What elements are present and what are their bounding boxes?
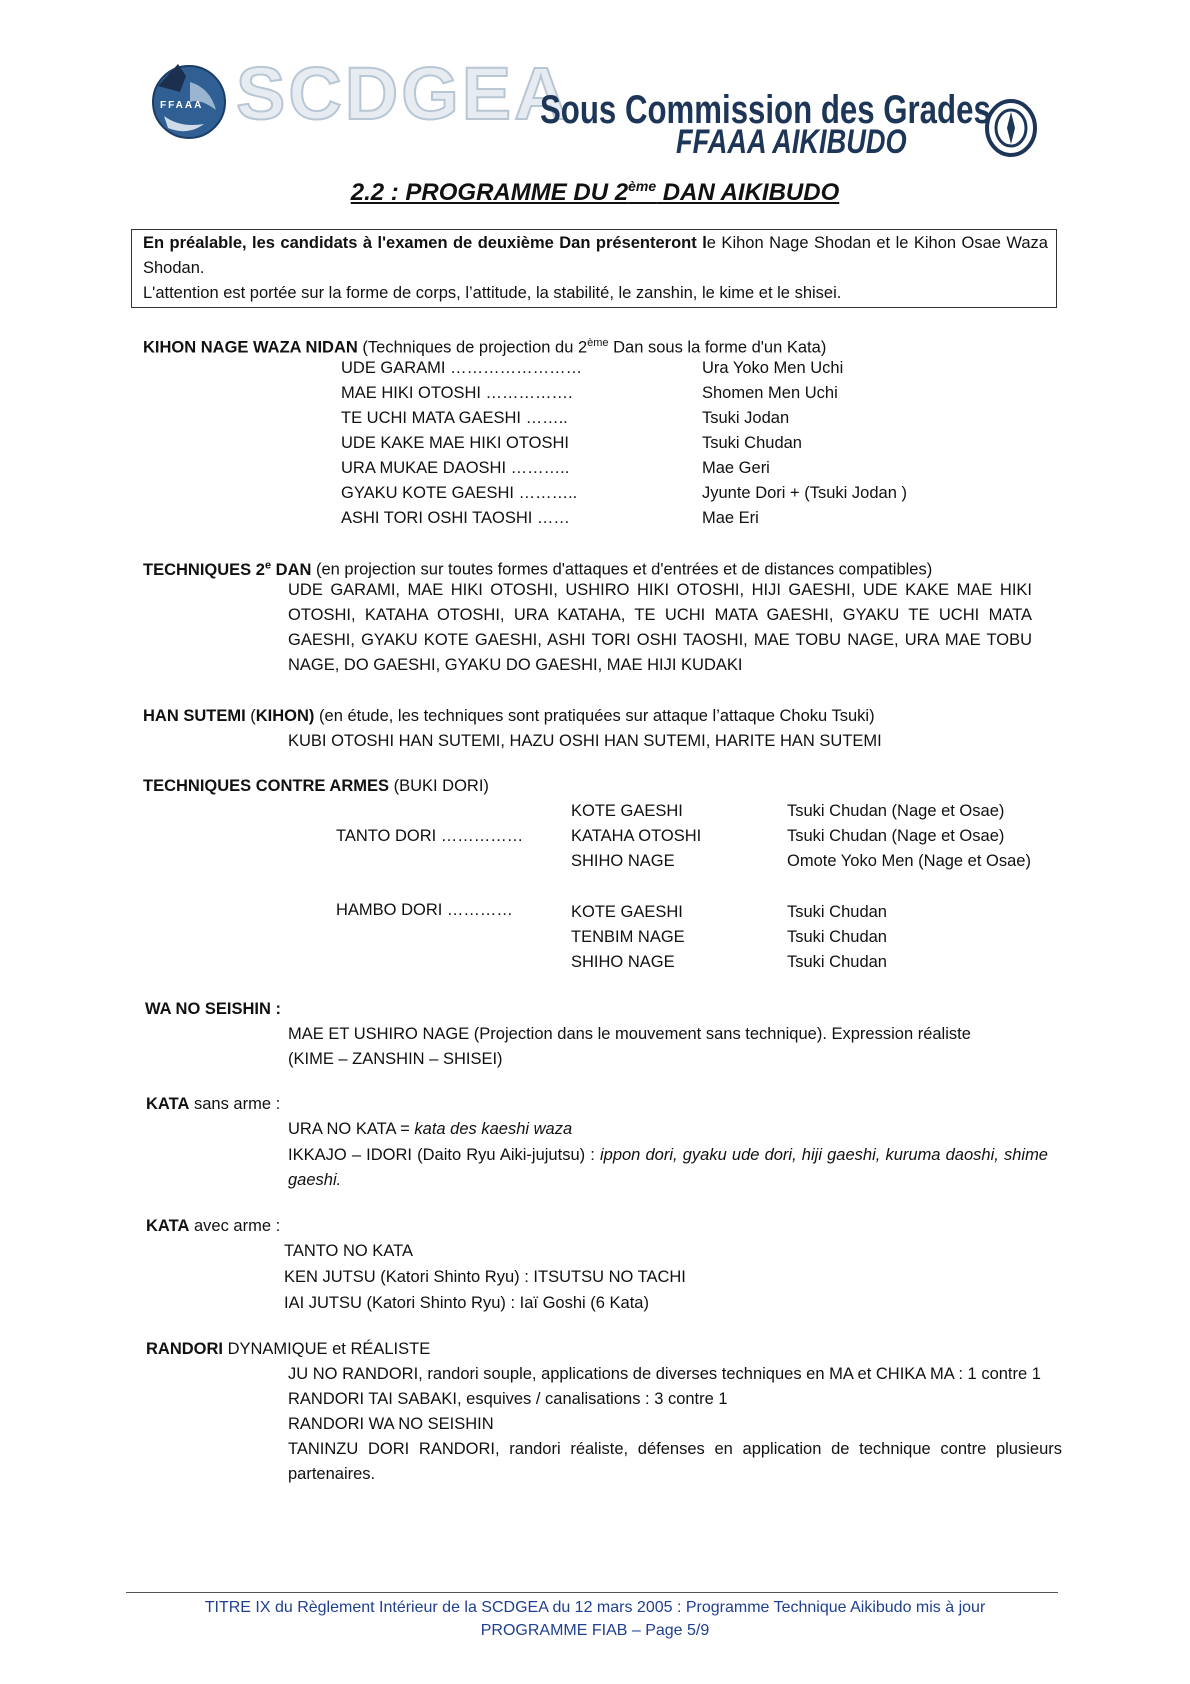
techniques-list: UDE GARAMI, MAE HIKI OTOSHI, USHIRO HIKI OTOSHI, HIJI GAESHI, UDE KAKE MAE HIKI OTOSHI, KATAHA OTOSHI, URA KATAHA, TE UCHI MATA GAESHI, GYAKU TE UCHI MATA GAESHI, GYAKU KOTE GAESHI, ASHI TORI OSHI TAOSHI, MAE TOBU NAGE, URA MAE TOBU NAGE, DO GAESHI, GYAKU DO GAESHI, MAE HIJI KUDAKI [288,581,1032,674]
kihon-attack: Mae Geri [702,459,770,477]
randori-heading: RANDORI DYNAMIQUE et RÉALISTE [146,1340,431,1358]
kihon-attack: Jyunte Dori + (Tsuki Jodan ) [702,484,907,502]
randori-body [288,1362,1062,1487]
footer-page: PROGRAMME FIAB – Page 5/9 [480,1622,710,1639]
wanoseishin-body-2: (KIME – ZANSHIN – SHISEI) [288,1050,503,1068]
randori-item: RANDORI TAI SABAKI, esquives / canalisations : 3 contre 1 [288,1390,728,1408]
randori-item: RANDORI WA NO SEISHIN [288,1415,494,1433]
kata-avec-heading: KATA avec arme : [146,1217,281,1235]
randori-item: TANINZU DORI RANDORI, randori réaliste, défenses en application de technique contre plusieurs partenaires. [288,1440,1062,1483]
kihon-tech: MAE HIKI OTOSHI ……………. [341,384,573,402]
kihon-attack: Ura Yoko Men Uchi [702,359,844,377]
kihon-tech: ASHI TORI OSHI TAOSHI …… [341,509,570,527]
armes-attack: Tsuki Chudan [787,903,887,921]
kata-avec-line: IAI JUTSU (Katori Shinto Ryu) : Iaï Goshi (6 Kata) [284,1294,649,1312]
kihon-attack: Tsuki Jodan [702,409,790,427]
armes-tech: SHIHO NAGE [571,953,675,971]
intro-text: En préalable, les candidats à l'examen de deuxième Dan présenteront le Kihon Nage Shodan et le Kihon Osae Waza Shodan. L'attention est portée sur la forme de corps, l’attitude, la stabilité, le zanshin, le kime et le shisei. [143,234,1048,302]
armes-tech: TENBIM NAGE [571,928,685,946]
page-title: 2.2 : PROGRAMME DU 2ème DAN AIKIBUDO [350,178,840,206]
armes-tech: KOTE GAESHI [571,903,683,921]
armes-attack: Tsuki Chudan [787,928,887,946]
armes-attack: Tsuki Chudan (Nage et Osae) [787,802,1005,820]
kata-sans-line: URA NO KATA = kata des kaeshi waza [288,1120,573,1138]
kihon-attack: Mae Eri [702,509,759,527]
ffaaa-logo [150,58,228,140]
techniques-heading: TECHNIQUES 2e DAN (en projection sur toutes formes d'attaques et d'entrées et de distances compatibles) [143,559,933,579]
kihon-tech: UDE GARAMI …………………… [341,359,583,377]
armes-tech: KATAHA OTOSHI [571,827,702,845]
kata-sans-line-2: IKKAJO – IDORI (Daito Ryu Aiki-jujutsu) : ippon dori, gyaku ude dori, hiji gaeshi, kuruma daoshi, shime gaeshi. [288,1146,1048,1189]
footer-divider [126,1592,1058,1593]
brand-subtitle-2: FFAAA AIKIBUDO [676,123,907,161]
wanoseishin-body: MAE ET USHIRO NAGE (Projection dans le mouvement sans technique). Expression réaliste [288,1025,971,1043]
logo-text: FFAAA [160,100,204,111]
kata-avec-line: KEN JUTSU (Katori Shinto Ryu) : ITSUTSU NO TACHI [284,1268,686,1286]
aikibudo-emblem-icon [985,98,1037,158]
hansutemi-heading: HAN SUTEMI (KIHON) (en étude, les techniques sont pratiquées sur attaque l’attaque Choku Tsuki) [143,707,875,725]
randori-item: JU NO RANDORI, randori souple, applications de diverses techniques en MA et CHIKA MA : 1 contre 1 [288,1365,1041,1383]
armes-attack: Tsuki Chudan (Nage et Osae) [787,827,1005,845]
armes-attack: Tsuki Chudan [787,953,887,971]
wanoseishin-heading: WA NO SEISHIN : [145,1000,281,1018]
brand-subtitle: Sous Commission des Grades [540,88,991,132]
kihon-tech: TE UCHI MATA GAESHI …….. [341,409,568,427]
kihon-tech: URA MUKAE DAOSHI ……….. [341,459,570,477]
kihon-attack: Shomen Men Uchi [702,384,838,402]
armes-attack: Omote Yoko Men (Nage et Osae) [787,852,1031,870]
kihon-heading: KIHON NAGE WAZA NIDAN (Techniques de projection du 2ème Dan sous la forme d'un Kata) [143,337,827,357]
kata-avec-line: TANTO NO KATA [284,1242,413,1260]
kihon-attack: Tsuki Chudan [702,434,802,452]
hansutemi-list: KUBI OTOSHI HAN SUTEMI, HAZU OSHI HAN SUTEMI, HARITE HAN SUTEMI [288,732,882,750]
armes-tech: KOTE GAESHI [571,802,683,820]
brand-name: SCDGEA [236,52,571,135]
footer-line: TITRE IX du Règlement Intérieur de la SCDGEA du 12 mars 2005 : Programme Technique Aikibudo mis à jour [204,1599,986,1616]
hambo-dori-label: HAMBO DORI ………… [336,901,513,919]
kihon-tech: UDE KAKE MAE HIKI OTOSHI [341,434,569,452]
tanto-dori-label: TANTO DORI …………… [336,827,524,845]
armes-heading: TECHNIQUES CONTRE ARMES (BUKI DORI) [143,777,489,795]
kata-sans-heading: KATA sans arme : [146,1095,281,1113]
kihon-tech: GYAKU KOTE GAESHI ……….. [341,484,578,502]
armes-tech: SHIHO NAGE [571,852,675,870]
